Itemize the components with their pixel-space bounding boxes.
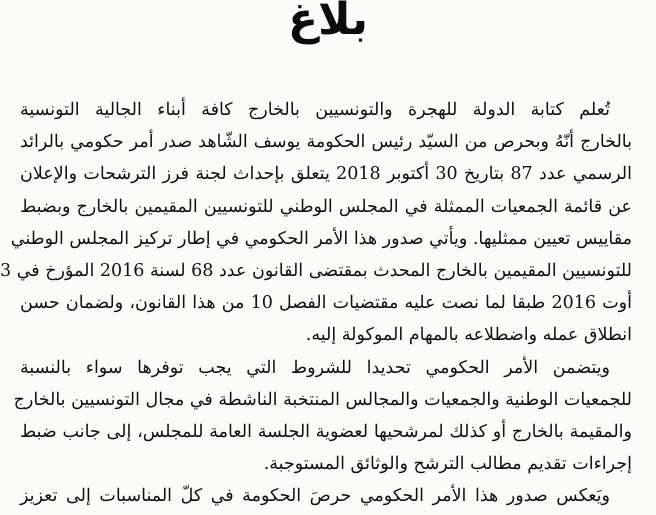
paragraph-2-line-1: ويتضمن الأمر الحكومي تحديدا للشروط التي يجب توفرها سواء بالنسبة <box>20 357 610 378</box>
paragraph-1-line-2: بالخارج أنّهُ وبحرص من السيّد رئيس الحكومة يوسف الشّاهد صدر أمر حكومي بالرائد <box>20 132 632 153</box>
document-title: بلاغ <box>288 0 368 45</box>
paragraph-1-line-6: للتونسيين المقيمين بالخارج المحدث بمقتضى القانون عدد 68 لسنة 2016 المؤرخ في 3 <box>0 260 632 281</box>
paragraph-2-line-4: إجراءات تقديم مطالب الترشح والوثائق المستوجبة. <box>263 454 632 475</box>
paragraph-1-line-7: أوت 2016 طبقا لما نصت عليه مقتضيات الفصل 10 من هذا القانون، ولضمان حسن <box>20 293 632 314</box>
paragraph-1-line-1: تُعلم كتابة الدولة للهجرة والتونسيين بالخارج كافة أبناء الجالية التونسية <box>20 100 610 120</box>
paragraph-1-line-4: عن قائمة الجمعيات الممثلة في المجلس الوطني للتونسيين المقيمين بالخارج وبضبط <box>20 196 632 217</box>
paragraph-2-line-3: والمقيمة بالخارج أو كذلك لمرشحيها لعضوية الجلسة العامة للمجلس، إلى جانب ضبط <box>20 421 632 442</box>
paragraph-2-line-2: للجمعيات الوطنية والجمعيات والمجالس المنتخبة الناشطة في مجال التونسيين بالخارج <box>13 389 632 410</box>
paragraph-3-line-1: ويَعكس صدور هذا الأمر الحكومي حرصَ الحكومة في كلّ المناسبات إلى تعزيز <box>20 486 610 507</box>
document-body <box>0 94 632 512</box>
paragraph-1-line-8: انطلاق عمله واضطلاعه بالمهام الموكولة إليه. <box>305 325 632 346</box>
paragraph-1-line-3: الرسمي عدد 87 بتاريخ 30 أكتوبر 2018 يتعلق بإحداث لجنة فرز الترشحات والإعلان <box>20 164 632 185</box>
paragraph-1-line-5: مقاييس تعيين ممثليها. ويأتي صدور هذا الأمر الحكومي في إطار تركيز المجلس الوطني <box>10 228 632 249</box>
